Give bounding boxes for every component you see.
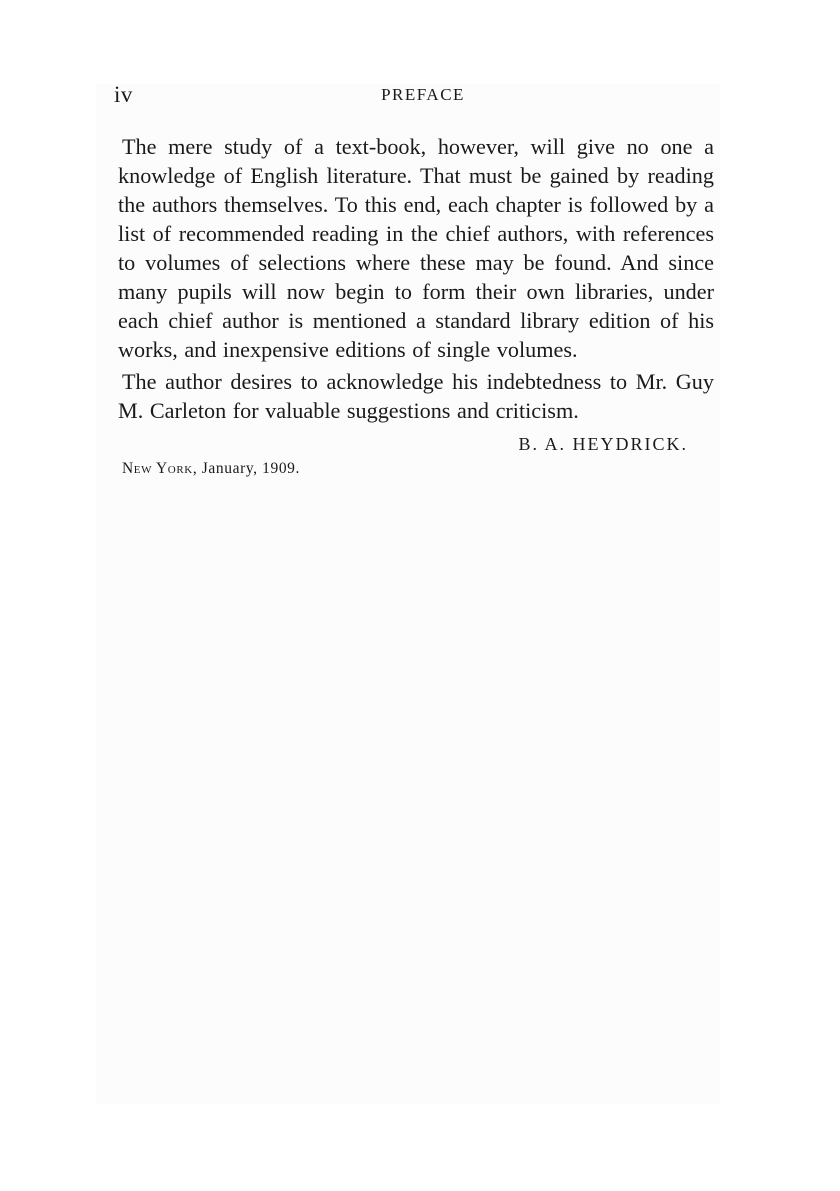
running-head <box>114 80 714 110</box>
page-number: iv <box>114 82 133 107</box>
dateline-date: , January, 1909. <box>192 460 300 477</box>
dateline <box>118 458 714 480</box>
book-page <box>114 80 714 480</box>
preface-paragraph-2: The author desires to acknowledge his indebtedness to Mr. Guy M. Carleton for valuable suggestions and criticism. <box>118 369 714 423</box>
running-title: PREFACE <box>381 85 465 104</box>
author-signature: B. A. HEYDRICK. <box>518 434 688 454</box>
dateline-place: New York <box>122 460 193 477</box>
preface-paragraph-1: The mere study of a text-book, however, will give no one a knowledge of English literature. That must be gained by reading the authors themselves. To this end, each chapter is followed by a list of recommended reading in the chief authors, with references to volumes of selections where these may be found. And since many pupils will now begin to form their own libraries, under each chief author is mentioned a standard library edition of his works, and inexpensive editions of single volumes. <box>118 134 714 362</box>
